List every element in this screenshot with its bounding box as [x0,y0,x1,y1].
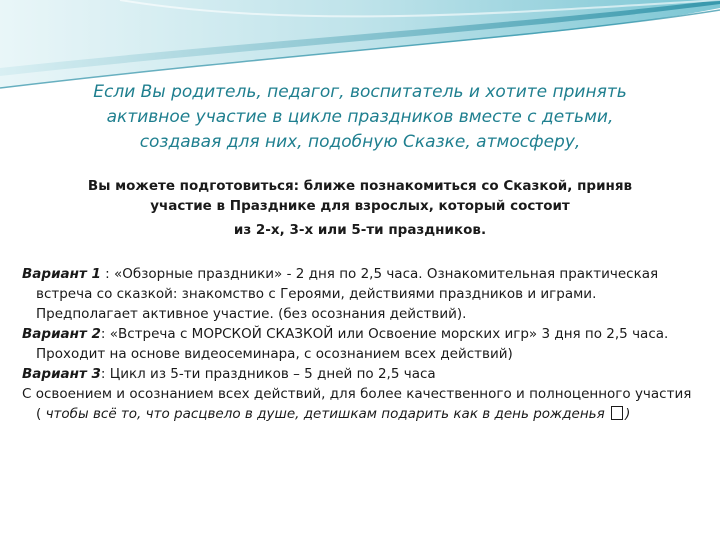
decorative-wave-header [0,0,720,90]
subtitle-line: участие в Празднике для взрослых, который состоит [150,198,570,214]
variant-label: Вариант 3 [22,366,101,382]
page-title [20,80,700,155]
subtitle-line: Вы можете подготовиться: ближе познакомиться со Сказкой, приняв [87,178,633,194]
subtitle-line: из 2-х, 3-х или 5-ти праздников. [233,222,487,238]
variant-label: Вариант 2 [22,326,101,342]
closing-end: ) [625,406,631,422]
variant-label: Вариант 1 [22,266,101,282]
closing-text: С освоением и осознанием всех действий, для более качественного и полноценного участия ( [22,386,692,422]
title-line: Если Вы родитель, педагог, воспитатель и хотите принять [93,82,627,102]
variants-list [22,264,698,424]
title-line: создавая для них, подобную Сказке, атмосферу, [139,132,581,152]
variant-item [22,264,698,324]
variant-text: : «Обзорные праздники» - 2 дня по 2,5 часа. Ознакомительная практическая встреча со сказкой: знакомство с Героями, действиями праздников и играми. Предполагает активное участие. (без осознания действий). [36,266,659,322]
title-line: активное участие в цикле праздников вместе с детьми, [106,107,614,127]
variant-item [22,364,698,384]
variant-text: : Цикл из 5-ти праздников – 5 дней по 2,5 часа [100,366,436,382]
variant-item [22,324,698,364]
variant-text: : «Встреча с МОРСКОЙ СКАЗКОЙ или Освоение морских игр» 3 дня по 2,5 часа. Проходит на основе видеосеминара, с осознанием всех действий) [36,326,669,362]
subtitle [40,176,680,240]
missing-glyph-icon [611,406,623,420]
closing-italic: чтобы всё то, что расцвело в душе, детишкам подарить как в день рожденья [45,406,610,422]
closing-paragraph [22,384,698,424]
